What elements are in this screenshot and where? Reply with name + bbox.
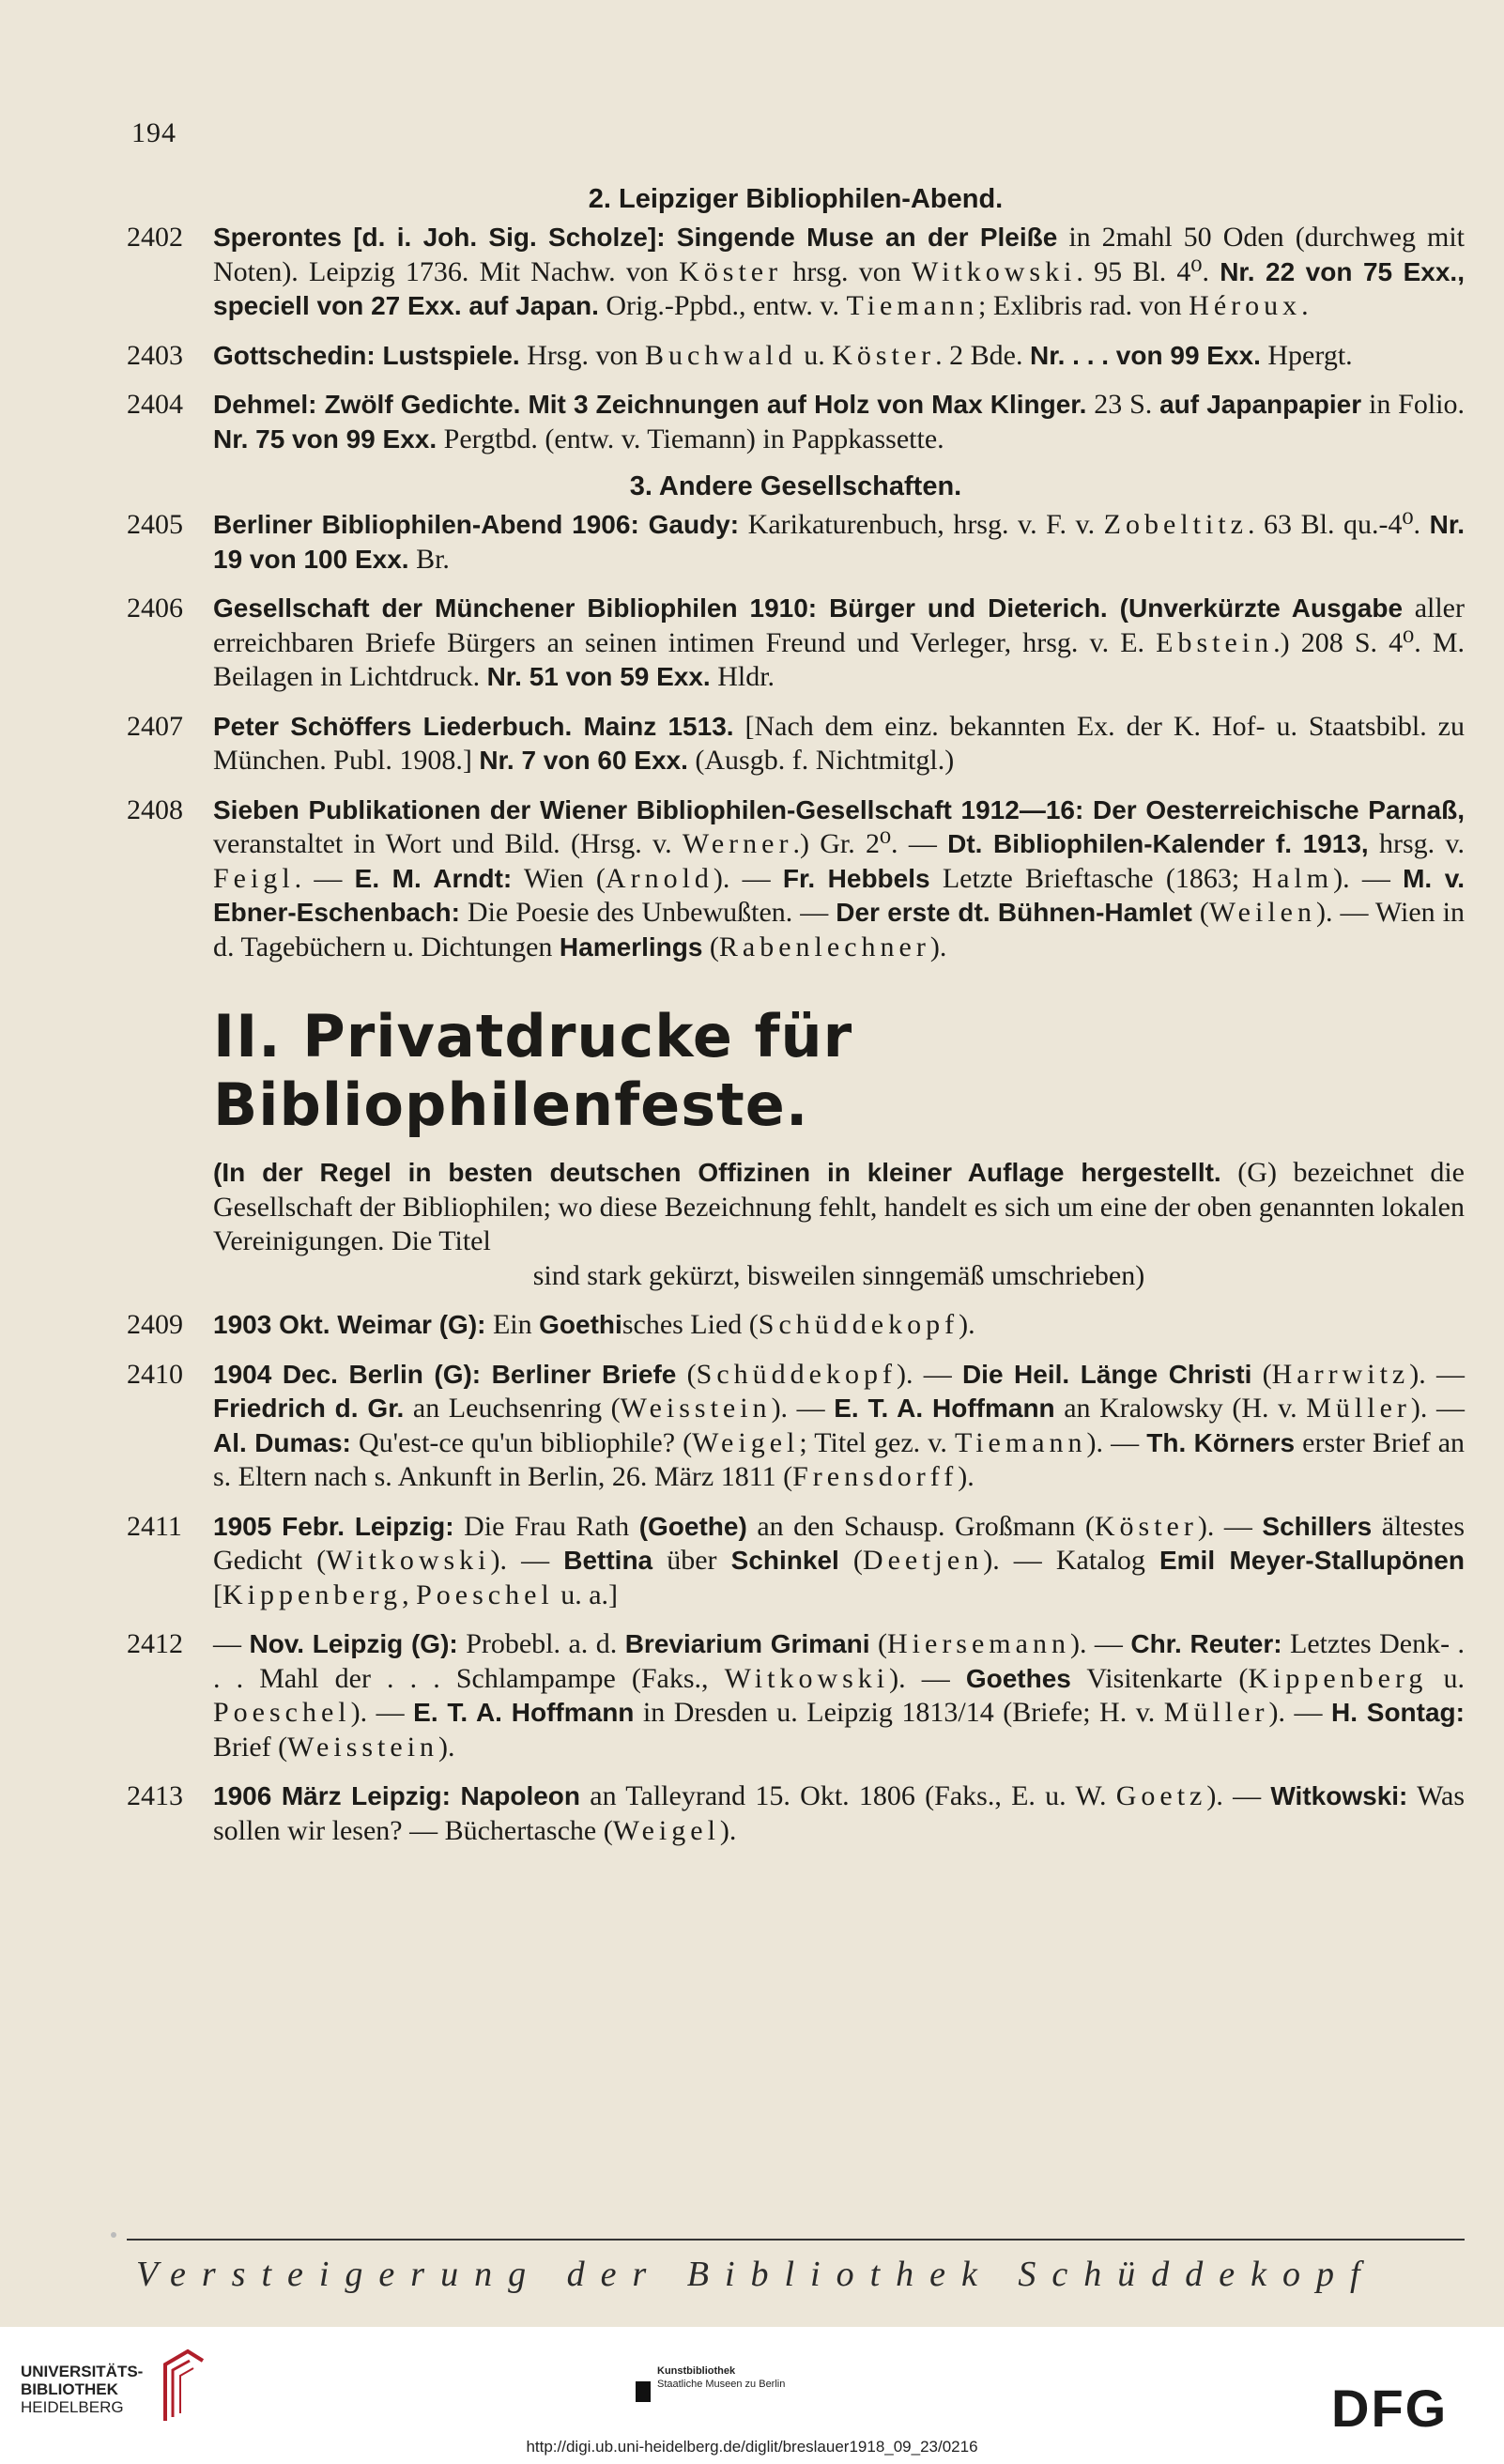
text-run: Die Poesie des Unbewußten. — bbox=[459, 897, 836, 928]
text-run: ). bbox=[929, 931, 947, 962]
text-run: ). — bbox=[896, 1358, 962, 1390]
bold-text: E. M. Arndt: bbox=[354, 863, 513, 893]
bold-text: Nr. . . . von 99 Exx. bbox=[1030, 340, 1261, 370]
bold-text: Nr. 22 von 75 Exx., speciell von 27 Exx. auf Japan. bbox=[213, 256, 1465, 320]
text-run: ). — bbox=[889, 1662, 966, 1694]
text-run: Ein bbox=[485, 1309, 540, 1340]
text-run: ). — bbox=[1197, 1510, 1263, 1542]
text-run: Letztes Denk- . . . Mahl der . . . Schlampampe (Faks., bbox=[213, 1628, 1466, 1694]
spaced-name: Frensdorff bbox=[792, 1461, 959, 1492]
bold-text: Chr. Reuter: bbox=[1130, 1629, 1282, 1658]
text-run: Qu'est-ce qu'un bibliophile? ( bbox=[350, 1426, 693, 1458]
text-run: (Ausgb. f. Nichtmitgl.) bbox=[687, 745, 955, 776]
bold-text: E. T. A. Hoffmann bbox=[413, 1698, 635, 1727]
text-run: u. a.] bbox=[553, 1578, 619, 1610]
text-run: — bbox=[213, 1628, 250, 1659]
lot-number: 2413 bbox=[127, 1780, 183, 1811]
spaced-name: Harrwitz bbox=[1271, 1358, 1410, 1390]
catalog-entry bbox=[127, 710, 1465, 778]
text-run: ). — bbox=[1206, 1780, 1271, 1811]
spaced-name: Feigl bbox=[213, 862, 295, 894]
spaced-name: Halm bbox=[1251, 862, 1334, 894]
bold-text: Witkowski: bbox=[1270, 1781, 1408, 1810]
intro-last-line: sind stark gekürzt, bisweilen sinngemäß umschrieben) bbox=[532, 1259, 1145, 1291]
catalog-entry bbox=[127, 793, 1465, 965]
text-run: ( bbox=[1191, 897, 1209, 928]
spaced-name: Ebstein bbox=[1156, 626, 1274, 658]
bold-text: H. Sontag: bbox=[1330, 1698, 1465, 1727]
bold-text: Dt. Bibliophilen-Kalender f. 1913, bbox=[947, 829, 1369, 858]
text-run: Die Frau Rath bbox=[453, 1510, 639, 1542]
intro-text: (G) bezeichnet die Gesellschaft der Bibliophilen; wo diese Bezeichnung fehlt, handelt es sich um eine der oben genannten lokalen Vereinigungen. Die Titel bbox=[213, 1157, 1465, 1256]
bold-text: Breviarium Grimani bbox=[624, 1629, 870, 1658]
kb-line-1: Kunstbibliothek bbox=[657, 2365, 736, 2377]
bold-text: Emil Meyer-Stallupönen bbox=[1159, 1546, 1465, 1575]
lot-description bbox=[213, 508, 1465, 577]
university-library-logo[interactable] bbox=[21, 2363, 143, 2416]
bold-text: Nr. 7 von 60 Exx. bbox=[479, 746, 688, 775]
text-run: u. bbox=[796, 339, 833, 371]
footer-rule bbox=[127, 2239, 1465, 2241]
bold-text: Nr. 19 von 100 Exx. bbox=[213, 510, 1465, 574]
spaced-name: Buchwald bbox=[645, 339, 797, 371]
bold-text: Sieben Publikationen der Wiener Bibliophilen-Gesellschaft 1912—16: Der Oesterreichische Parnaß, bbox=[213, 794, 1465, 824]
spaced-name: Köster bbox=[832, 339, 936, 371]
spaced-name: Werner bbox=[682, 828, 793, 859]
text-run: an Talleyrand 15. Okt. 1806 (Faks., E. u. W. bbox=[580, 1780, 1116, 1811]
lot-number: 2412 bbox=[127, 1628, 183, 1659]
text-run: Br. bbox=[408, 543, 450, 575]
bold-text: 1905 Febr. Leipzig: bbox=[213, 1511, 454, 1541]
text-run: , bbox=[402, 1578, 417, 1610]
text-run: in Folio. bbox=[1361, 389, 1465, 420]
spaced-name: Köster bbox=[1094, 1510, 1198, 1542]
intro-bold: (In der Regel in besten deutschen Offizinen in kleiner Auflage hergestellt. bbox=[213, 1158, 1221, 1187]
text-run: Brief ( bbox=[213, 1731, 288, 1763]
text-run: Wien ( bbox=[512, 862, 606, 894]
kunstbibliothek-icon bbox=[636, 2381, 651, 2402]
spaced-name: Poeschel bbox=[416, 1578, 554, 1610]
lot-description bbox=[213, 793, 1465, 965]
text-run: ). — bbox=[1410, 1393, 1465, 1424]
bold-text: M. v. Ebner-Eschenbach: bbox=[213, 863, 1465, 927]
lot-number: 2402 bbox=[127, 222, 183, 253]
spaced-name: Deetjen bbox=[862, 1545, 984, 1576]
bold-text: Schinkel bbox=[730, 1546, 839, 1575]
text-run: ). — bbox=[713, 862, 783, 894]
spaced-name: Schüddekopf bbox=[758, 1309, 959, 1340]
text-run: . bbox=[1301, 290, 1309, 321]
dfg-logo[interactable]: DFG bbox=[1331, 2379, 1449, 2438]
bold-text: Goethi bbox=[539, 1310, 622, 1339]
lot-description bbox=[213, 1308, 1465, 1343]
spaced-name: Witkowski bbox=[911, 255, 1077, 287]
spaced-name: Kippenberg bbox=[1248, 1662, 1428, 1694]
bold-text: Bettina bbox=[563, 1546, 653, 1575]
text-run: in 2mahl 50 Oden (durchweg mit Noten). Leipzig 1736. Mit Nachw. von bbox=[213, 222, 1465, 287]
text-run: an Leuchsenring ( bbox=[404, 1393, 621, 1424]
text-run: ). bbox=[438, 1731, 455, 1763]
spaced-name: Weilen bbox=[1208, 897, 1316, 928]
spaced-name: Rabenlechner bbox=[718, 931, 930, 962]
spaced-name: Müller bbox=[1163, 1697, 1269, 1728]
text-run: ). — bbox=[350, 1697, 414, 1728]
library-mark-icon bbox=[160, 2348, 208, 2425]
catalog-entry bbox=[127, 221, 1465, 324]
text-run: ). — bbox=[1268, 1697, 1331, 1728]
text-run: ). bbox=[719, 1814, 737, 1846]
bold-text: 1903 Okt. Weimar (G): bbox=[213, 1310, 486, 1339]
lot-number: 2404 bbox=[127, 389, 183, 420]
text-run: ). — bbox=[1409, 1358, 1466, 1390]
lot-description bbox=[213, 388, 1465, 456]
logo-line-2: BIBLIOTHEK bbox=[21, 2380, 118, 2398]
bold-text: Nr. 75 von 99 Exx. bbox=[213, 424, 437, 454]
lot-number: 2408 bbox=[127, 793, 183, 825]
text-run: 23 S. bbox=[1086, 389, 1160, 420]
bold-text: Fr. Hebbels bbox=[782, 863, 930, 893]
spaced-name: Köster bbox=[679, 255, 783, 287]
bold-text: Dehmel: Zwölf Gedichte. Mit 3 Zeichnungen auf Holz von Max Klinger. bbox=[213, 390, 1087, 419]
text-run: Orig.-Ppbd., entw. v. bbox=[598, 290, 847, 321]
entries-section-II bbox=[127, 1308, 1465, 1848]
lot-description bbox=[213, 1627, 1465, 1764]
text-run: . — bbox=[294, 862, 355, 894]
text-run: u. bbox=[1427, 1662, 1466, 1694]
spaced-name: Tiemann bbox=[846, 290, 979, 321]
bold-text: Al. Dumas: bbox=[213, 1427, 351, 1457]
bold-text: 1904 Dec. Berlin (G): Berliner Briefe bbox=[213, 1359, 677, 1389]
text-run: . 2 Bde. bbox=[935, 339, 1030, 371]
spaced-name: Zobeltitz bbox=[1103, 509, 1248, 540]
lot-number: 2405 bbox=[127, 509, 183, 540]
text-run: ; Exlibris rad. von bbox=[978, 290, 1189, 321]
lot-number: 2403 bbox=[127, 339, 183, 371]
text-run: Pergtbd. (entw. v. Tiemann) in Pappkassette. bbox=[437, 423, 944, 454]
text-run: Was sollen wir lesen? — Büchertasche ( bbox=[213, 1780, 1465, 1846]
text-run: in Dresden u. Leipzig 1813/14 (Briefe; H. v. bbox=[634, 1697, 1164, 1728]
text-run: ). — bbox=[1069, 1628, 1131, 1659]
text-run: ). — bbox=[771, 1393, 835, 1424]
text-run: Hpergt. bbox=[1260, 339, 1353, 371]
lot-number: 2406 bbox=[127, 593, 183, 624]
text-run: Hldr. bbox=[710, 661, 775, 692]
spaced-name: Goetz bbox=[1115, 1780, 1207, 1811]
kunstbibliothek-logo[interactable] bbox=[657, 2364, 785, 2391]
text-run: hrsg. v. bbox=[1368, 828, 1465, 859]
catalog-entry bbox=[127, 1308, 1465, 1343]
catalog-entry bbox=[127, 592, 1465, 695]
text-run: ). — bbox=[1333, 862, 1404, 894]
lot-number: 2410 bbox=[127, 1358, 183, 1390]
text-run: ( bbox=[869, 1628, 887, 1659]
lot-description bbox=[213, 592, 1465, 695]
section-II-title: II. Privatdrucke für Bibliophilenfeste. bbox=[213, 1002, 853, 1139]
rule-dot bbox=[111, 2232, 116, 2238]
text-run: ( bbox=[1251, 1358, 1272, 1390]
section-2-heading: 2. Leipziger Bibliophilen-Abend. bbox=[588, 184, 1004, 214]
bold-text: Die Heil. Länge Christi bbox=[961, 1359, 1252, 1389]
running-footer-title: Versteigerung der Bibliothek Schüddekopf bbox=[136, 2255, 1376, 2294]
lot-number: 2411 bbox=[127, 1510, 182, 1542]
text-run: ). bbox=[958, 1461, 975, 1492]
lot-description bbox=[213, 339, 1465, 374]
text-run: an den Schausp. Großmann ( bbox=[746, 1510, 1095, 1542]
entries-section-2 bbox=[127, 221, 1465, 456]
spaced-name: Witkowski bbox=[724, 1662, 890, 1694]
text-run: ; Titel gez. v. bbox=[799, 1426, 955, 1458]
spaced-name: Schüddekopf bbox=[696, 1358, 897, 1390]
text-run: ). — bbox=[1086, 1426, 1147, 1458]
text-run: hrsg. von bbox=[782, 255, 912, 287]
bold-text: Nr. 51 von 59 Exx. bbox=[486, 662, 711, 691]
bold-text: Gesellschaft der Münchener Bibliophilen 1910: Bürger und Dieterich. (Unverkürzte Ausgabe bbox=[213, 593, 1404, 623]
bold-text: 1906 März Leipzig: Napoleon bbox=[213, 1781, 581, 1810]
catalog-entry bbox=[127, 1779, 1465, 1848]
text-run: ( bbox=[676, 1358, 697, 1390]
catalog-column bbox=[127, 184, 1465, 1863]
bold-text: Peter Schöffers Liederbuch. Mainz 1513. bbox=[213, 711, 734, 741]
text-run: [Nach dem einz. bekannten Ex. der K. Hof- u. Staatsbibl. zu München. Publ. 1908.] bbox=[213, 710, 1465, 776]
spaced-name: Hiersemann bbox=[887, 1628, 1070, 1659]
text-run: ( bbox=[838, 1545, 863, 1576]
catalog-entry bbox=[127, 508, 1465, 577]
spaced-name: Tiemann bbox=[954, 1426, 1087, 1458]
text-run: aller erreichbaren Briefe Bürgers an seinen intimen Freund und Verleger, hrsg. v. E. bbox=[213, 593, 1465, 658]
text-run: ältestes Gedicht ( bbox=[213, 1510, 1465, 1576]
logo-line-1: UNIVERSITÄTS- bbox=[21, 2363, 144, 2380]
spaced-name: Witkowski bbox=[326, 1545, 491, 1576]
kb-line-2: Staatliche Museen zu Berlin bbox=[657, 2379, 786, 2390]
text-run: Hrsg. von bbox=[519, 339, 646, 371]
bold-text: Gottschedin: Lustspiele. bbox=[213, 340, 520, 370]
bold-text: Der erste dt. Bühnen-Hamlet bbox=[836, 898, 1192, 927]
text-run: . 63 Bl. qu.-4⁰. bbox=[1247, 509, 1430, 540]
bold-text: Nov. Leipzig (G): bbox=[249, 1629, 458, 1658]
bold-text: auf Japanpapier bbox=[1159, 390, 1362, 419]
catalog-entry bbox=[127, 1510, 1465, 1613]
lot-description bbox=[213, 1779, 1465, 1848]
text-run: Karikaturenbuch, hrsg. v. F. v. bbox=[739, 509, 1104, 540]
catalog-entry bbox=[127, 1358, 1465, 1495]
spaced-name: Weigel bbox=[612, 1814, 720, 1846]
text-run: ). — bbox=[490, 1545, 564, 1576]
text-run: .) 208 S. 4⁰. M. Beilagen in Lichtdruck. bbox=[213, 626, 1465, 692]
page-number: 194 bbox=[131, 117, 176, 148]
logo-line-3: HEIDELBERG bbox=[21, 2398, 124, 2416]
spaced-name: Arnold bbox=[605, 862, 714, 894]
bold-text: Friedrich d. Gr. bbox=[213, 1394, 405, 1423]
spaced-name: Poeschel bbox=[213, 1697, 351, 1728]
text-run: Probebl. a. d. bbox=[457, 1628, 625, 1659]
bold-text: Schillers bbox=[1262, 1511, 1373, 1541]
lot-description bbox=[213, 1510, 1465, 1613]
bold-text: Th. Körners bbox=[1146, 1427, 1296, 1457]
lot-description bbox=[213, 1358, 1465, 1495]
lot-description bbox=[213, 710, 1465, 778]
text-run: an Kralowsky (H. v. bbox=[1054, 1393, 1307, 1424]
text-run: Visitenkarte ( bbox=[1070, 1662, 1249, 1694]
section-intro bbox=[213, 1156, 1465, 1293]
catalog-entry bbox=[127, 339, 1465, 374]
text-run: ). — Katalog bbox=[983, 1545, 1159, 1576]
text-run: [ bbox=[213, 1578, 223, 1610]
text-run: ). bbox=[959, 1309, 975, 1340]
lot-description bbox=[213, 221, 1465, 324]
text-run: ). — Wien in d. Tagebüchern u. Dichtungen bbox=[213, 897, 1465, 962]
text-run: erster Brief an s. Eltern nach s. Ankunft in Berlin, 26. März 1811 ( bbox=[213, 1426, 1466, 1492]
lot-number: 2407 bbox=[127, 710, 183, 742]
text-run: ( bbox=[702, 931, 719, 962]
text-run: über bbox=[652, 1545, 731, 1576]
spaced-name: Héroux bbox=[1189, 290, 1302, 321]
bold-text: (Goethe) bbox=[638, 1511, 747, 1541]
spaced-name: Weigel bbox=[692, 1426, 800, 1458]
text-run: . 95 Bl. 4⁰. bbox=[1076, 255, 1220, 287]
page-url[interactable]: http://digi.ub.uni-heidelberg.de/diglit/breslauer1918_09_23/0216 bbox=[526, 2438, 978, 2456]
text-run: .) Gr. 2⁰. — bbox=[792, 828, 948, 859]
spaced-name: Weisstein bbox=[620, 1393, 772, 1424]
section-3-heading: 3. Andere Gesellschaften. bbox=[629, 471, 962, 501]
catalog-entry bbox=[127, 388, 1465, 456]
catalog-entry bbox=[127, 1627, 1465, 1764]
bold-text: Sperontes [d. i. Joh. Sig. Scholze]: Singende Muse an der Pleiße bbox=[213, 223, 1058, 252]
text-run: Letzte Brieftasche (1863; bbox=[929, 862, 1252, 894]
bold-text: E. T. A. Hoffmann bbox=[834, 1394, 1055, 1423]
entries-section-3 bbox=[127, 508, 1465, 964]
bold-text: Goethes bbox=[965, 1663, 1071, 1693]
text-run: sches Lied ( bbox=[622, 1309, 759, 1340]
spaced-name: Kippenberg bbox=[223, 1578, 403, 1610]
spaced-name: Müller bbox=[1306, 1393, 1411, 1424]
bold-text: Berliner Bibliophilen-Abend 1906: Gaudy: bbox=[213, 510, 740, 539]
text-run: veranstaltet in Wort und Bild. (Hrsg. v. bbox=[213, 828, 683, 859]
spaced-name: Weisstein bbox=[287, 1731, 439, 1763]
bold-text: Hamerlings bbox=[559, 932, 703, 962]
lot-number: 2409 bbox=[127, 1309, 183, 1340]
